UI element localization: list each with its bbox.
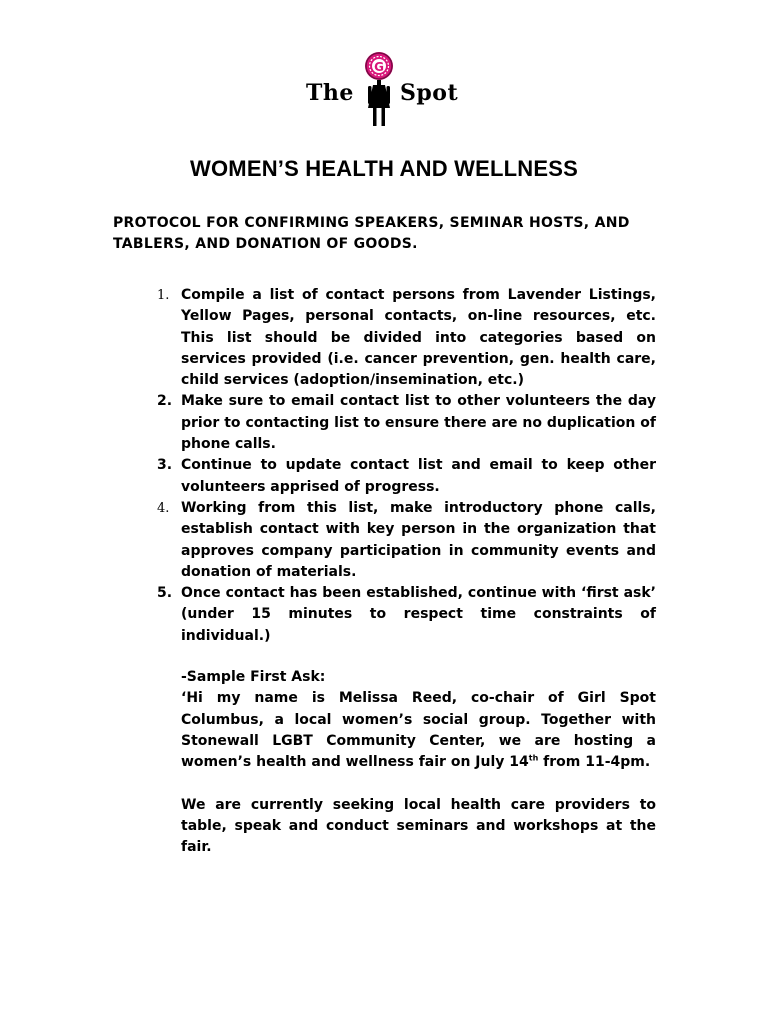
step-number: 5. xyxy=(157,585,173,602)
step-text: Working from this list, make introductory phone calls, establish contact with key person in the organization that approves company participation in community events and donation of materials. xyxy=(181,499,656,580)
sample-heading: -Sample First Ask: xyxy=(181,669,326,685)
step-text: Continue to update contact list and email to keep other volunteers apprised of progress. xyxy=(181,457,656,495)
step-number: 4. xyxy=(157,500,170,516)
list-item xyxy=(152,583,656,647)
sample-paragraph-1-end: from 11-4pm. xyxy=(538,754,651,771)
logo-badge-letter: G xyxy=(374,60,384,74)
logo xyxy=(304,50,464,128)
list-item xyxy=(152,391,656,455)
step-number: 1. xyxy=(157,288,170,303)
list-item xyxy=(152,498,656,583)
protocol-steps-list xyxy=(152,285,656,647)
logo-word-spot: Spot xyxy=(400,80,459,106)
sample-paragraph-2: We are currently seeking local health care providers to table, speak and conduct seminars and workshops at the fair. xyxy=(181,796,656,856)
girl-figure-icon xyxy=(360,50,400,128)
sample-paragraph-1 xyxy=(181,688,656,773)
list-item xyxy=(152,285,656,391)
step-number: 2. xyxy=(157,393,173,410)
page-title: WOMEN’S HEALTH AND WELLNESS xyxy=(190,156,578,181)
logo-word-the: The xyxy=(306,80,354,106)
step-number: 3. xyxy=(157,457,173,474)
step-text: Make sure to email contact list to other volunteers the day prior to contacting list to ensure there are no duplication of phone calls. xyxy=(181,393,656,453)
ordinal-suffix: th xyxy=(528,753,539,763)
step-text: Compile a list of contact persons from Lavender Listings, Yellow Pages, personal contacts, on-line resources, etc. This list should be divided into categories based on services provided (i.e. cancer prevention, gen. health care, child services (adoption/insemination, etc.) xyxy=(181,287,656,389)
sample-paragraph-1-text: ‘Hi my name is Melissa Reed, co-chair of Girl Spot Columbus, a local women’s social group. Together with Stonewall LGBT Community Center, we are hosting a women’s health and wellness fair on July 14 xyxy=(181,690,656,771)
step-text: Once contact has been established, continue with ‘first ask’ (under 15 minutes to respect time constraints of individual.) xyxy=(181,585,656,644)
list-item xyxy=(152,455,656,498)
page-subtitle: PROTOCOL FOR CONFIRMING SPEAKERS, SEMINAR HOSTS, AND TABLERS, AND DONATION OF GOODS. xyxy=(113,215,630,252)
sample-first-ask xyxy=(181,667,656,859)
